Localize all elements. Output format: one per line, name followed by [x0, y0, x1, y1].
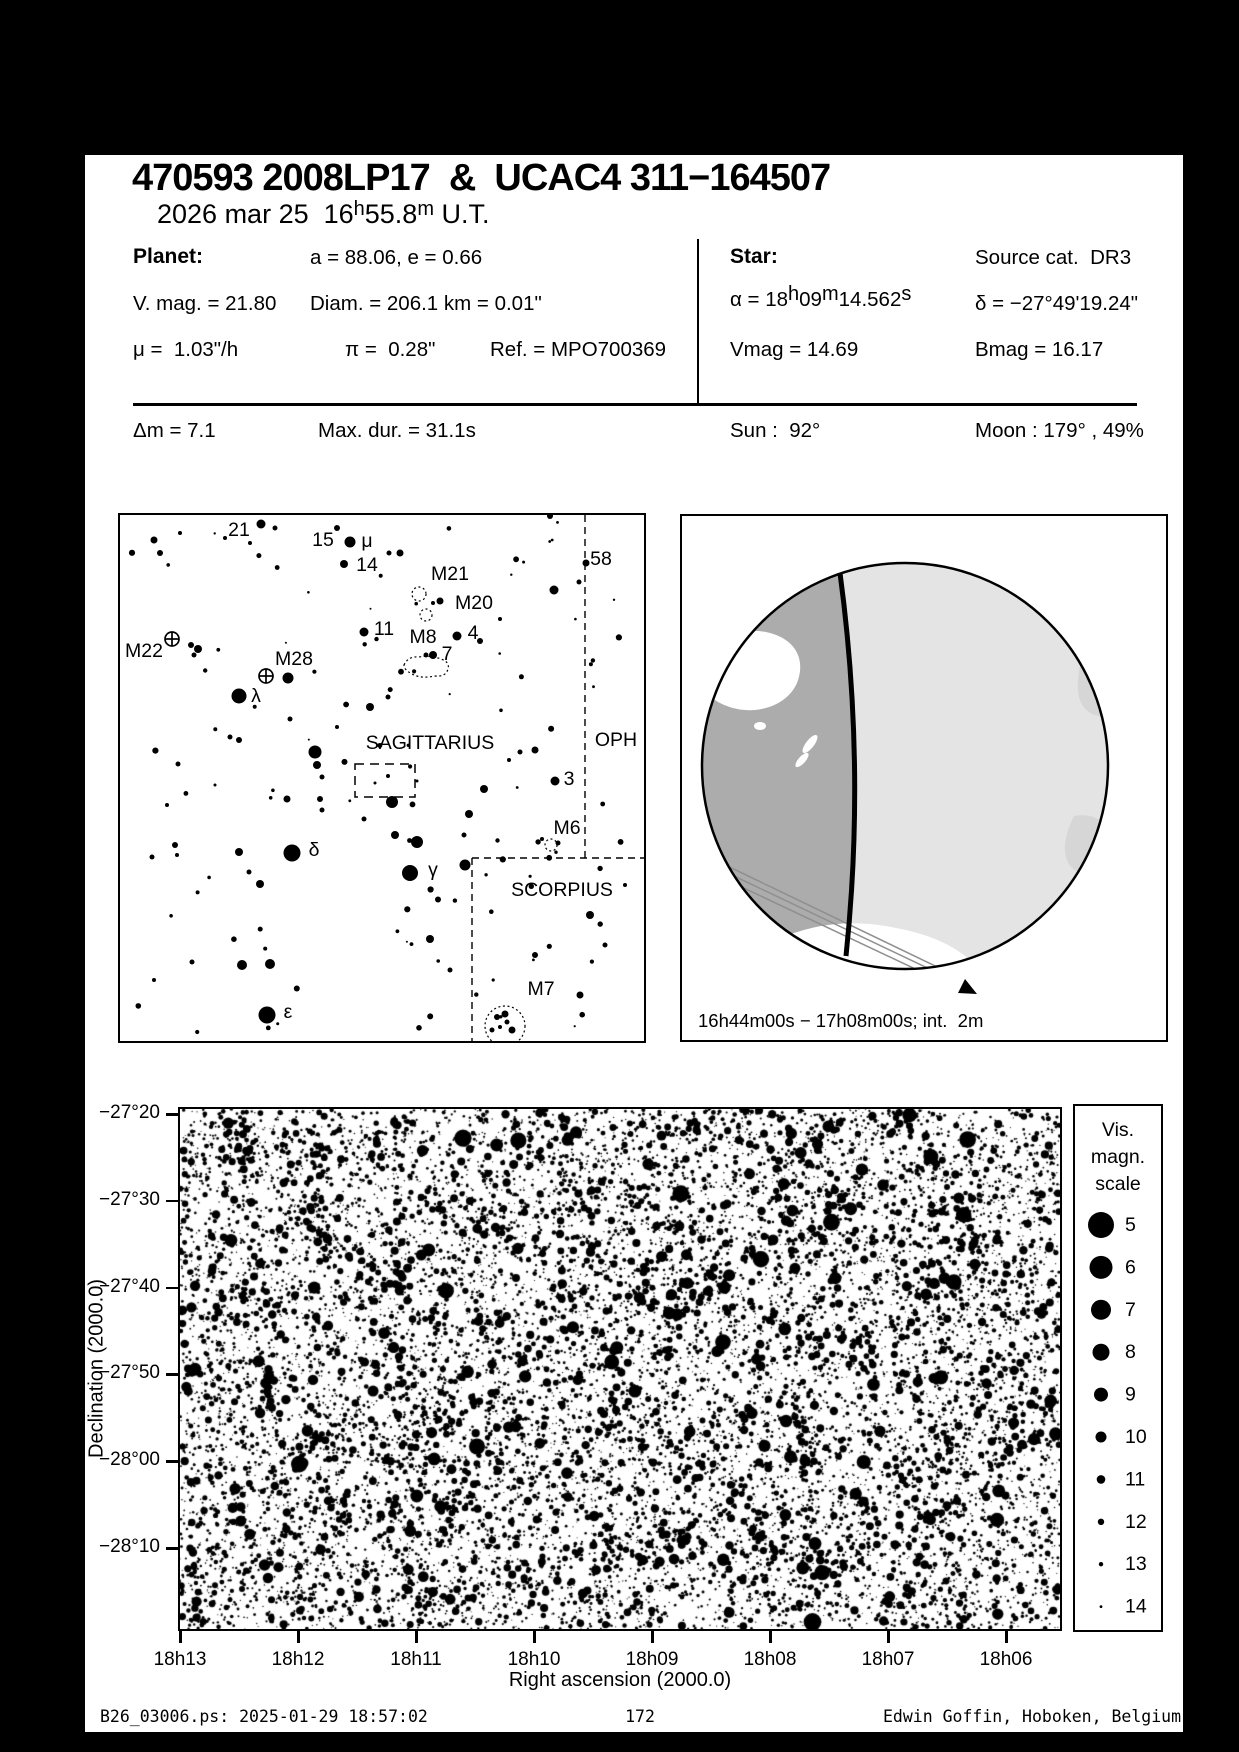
- hour-superscript: h: [353, 198, 365, 220]
- x-tick-label: 18h11: [390, 1649, 442, 1670]
- target-field-rectangle: [355, 764, 415, 797]
- x-tick-label: 18h12: [271, 1649, 325, 1670]
- legend-magnitude-dot: [1091, 1300, 1111, 1320]
- chart-label-m22: M22: [125, 640, 163, 662]
- legend-magnitude-dot: [1096, 1432, 1107, 1443]
- planet-motion: μ = 1.03"/h: [133, 338, 239, 361]
- starfield-canvas: [180, 1109, 1060, 1629]
- indonesia-island: [729, 595, 744, 605]
- x-axis-tick: [1005, 1631, 1008, 1643]
- indonesia-landmass: [706, 601, 726, 615]
- magnitude-drop: Δm = 7.1: [133, 419, 216, 442]
- chart-label-μ: μ: [361, 530, 373, 552]
- ut-suffix: U.T.: [434, 199, 490, 229]
- minute-superscript: m: [417, 198, 434, 220]
- chart-label-15: 15: [312, 529, 334, 551]
- chart-label-m7: M7: [527, 978, 555, 1000]
- legend-magnitude-dot: [1088, 1212, 1114, 1238]
- star-section-label: Star:: [730, 245, 778, 268]
- y-axis-tick: [166, 1547, 178, 1550]
- chart-label-m6: M6: [553, 817, 581, 839]
- y-axis-tick: [166, 1200, 178, 1203]
- event-datetime: [157, 199, 490, 230]
- legend-magnitude-value: 12: [1125, 1510, 1147, 1533]
- y-axis-tick: [166, 1113, 178, 1116]
- star-dec: δ = −27°49'19.24": [975, 292, 1139, 315]
- y-axis-tick: [166, 1373, 178, 1376]
- document-page: [85, 155, 1183, 1732]
- x-axis-tick: [533, 1631, 536, 1643]
- y-tick-label: −27°30: [99, 1188, 160, 1210]
- legend-magnitude-value: 10: [1125, 1426, 1147, 1448]
- legend-magnitude-value: 13: [1125, 1553, 1147, 1576]
- legend-magnitude-dot: [1100, 1605, 1103, 1608]
- planet-section-label: Planet:: [133, 245, 204, 268]
- globular-cluster-markers: [165, 632, 273, 683]
- bright-stars: [150, 515, 628, 1034]
- legend-magnitude-value: 7: [1125, 1298, 1136, 1321]
- planet-orbit-elements: a = 88.06, e = 0.66: [310, 246, 483, 269]
- y-tick-label: −27°40: [99, 1275, 160, 1297]
- x-axis-tick: [297, 1631, 300, 1643]
- footer-filename: B26_03006.ps: 2025-01-29 18:57:02: [100, 1707, 428, 1726]
- date-minutes: 55.8: [364, 199, 418, 229]
- x-tick-label: 18h06: [979, 1649, 1033, 1670]
- chart-label-14: 14: [356, 554, 378, 576]
- x-axis-tick: [415, 1631, 418, 1643]
- magnitude-legend: [1075, 1106, 1161, 1630]
- chart-label-sagittarius: SAGITTARIUS: [365, 732, 495, 754]
- globe-night-side: [682, 563, 855, 969]
- chart-label-m28: M28: [275, 648, 313, 670]
- magnitude-legend-box: [1073, 1104, 1163, 1632]
- legend-magnitude-value: 14: [1125, 1595, 1147, 1618]
- x-axis-title: Right ascension (2000.0): [508, 1669, 732, 1691]
- y-tick-label: −28°10: [99, 1536, 160, 1557]
- star-bmag: Bmag = 16.17: [975, 338, 1104, 361]
- chart-label-11: 11: [373, 618, 395, 640]
- legend-magnitude-value: 6: [1125, 1256, 1136, 1279]
- chart-label-oph: OPH: [594, 729, 638, 751]
- x-tick-label: 18h10: [507, 1649, 561, 1670]
- footer-page-number: 172: [625, 1707, 655, 1726]
- star-vmag: Vmag = 14.69: [730, 338, 859, 361]
- chart-label-scorpius: SCORPIUS: [511, 879, 613, 901]
- x-tick-label: 18h07: [861, 1649, 915, 1670]
- legend-magnitude-dot: [1098, 1519, 1104, 1525]
- chart-label-m8: M8: [409, 626, 437, 648]
- day-side-landmass-north: [1078, 663, 1133, 717]
- x-axis-tick: [651, 1631, 654, 1643]
- background-stars: [129, 521, 624, 1034]
- max-duration: Max. dur. = 31.1s: [318, 419, 476, 442]
- legend-magnitude-value: 5: [1125, 1214, 1136, 1236]
- y-axis-title: Declination (2000.0): [85, 1279, 108, 1458]
- x-axis-tick: [179, 1631, 182, 1643]
- legend-magnitude-value: 11: [1125, 1468, 1146, 1491]
- footer-author: Edwin Goffin, Hoboken, Belgium: [882, 1707, 1181, 1726]
- x-tick-label: 18h13: [153, 1649, 207, 1670]
- finder-chart-box: [118, 513, 646, 1043]
- chart-label-4: 4: [467, 622, 479, 644]
- globe-box: [680, 514, 1168, 1042]
- x-tick-label: 18h09: [625, 1649, 679, 1670]
- planet-reference: Ref. = MPO700369: [490, 338, 667, 361]
- star-ra: $\alpha = 18^h09^m14.562^s$: [730, 283, 912, 311]
- chart-label-ε: ε: [283, 1001, 293, 1023]
- chart-label-21: 21: [228, 519, 250, 541]
- legend-magnitude-dot: [1093, 1344, 1110, 1361]
- legend-magnitude-value: 8: [1125, 1341, 1136, 1364]
- y-tick-label: −28°00: [99, 1449, 160, 1471]
- source-catalog: Source cat. DR3: [975, 246, 1132, 269]
- page-title: 470593 2008LP17 & UCAC4 311−164507: [132, 157, 831, 199]
- globe-time-caption: 16h44m00s − 17h08m00s; int. 2m: [698, 1010, 984, 1031]
- planet-diameter: Diam. = 206.1 km = 0.01": [310, 292, 542, 315]
- planet-parallax: π = 0.28": [345, 338, 436, 361]
- day-side-landmass-south: [1065, 815, 1111, 873]
- moon-elongation: Moon : 179° , 49%: [975, 419, 1144, 442]
- y-axis-tick: [166, 1460, 178, 1463]
- legend-magnitude-dot: [1094, 1388, 1108, 1402]
- y-tick-label: −27°50: [99, 1362, 160, 1384]
- chart-label-58: 58: [590, 548, 612, 570]
- chart-label-λ: λ: [251, 685, 261, 707]
- sun-elongation: Sun : 92°: [730, 419, 821, 442]
- chart-label-γ: γ: [428, 859, 438, 881]
- y-tick-label: −27°20: [99, 1102, 160, 1123]
- tasmania-landmass: [754, 722, 766, 730]
- info-separator-rule: [133, 403, 1137, 406]
- x-axis-tick: [769, 1631, 772, 1643]
- legend-title-line: scale: [1095, 1173, 1141, 1195]
- chart-label-δ: δ: [308, 839, 320, 861]
- info-column-divider: [697, 239, 699, 403]
- legend-magnitude-value: 9: [1125, 1383, 1136, 1406]
- x-axis-tick: [887, 1631, 890, 1643]
- finder-chart-labels: [125, 519, 637, 1023]
- starfield-chart-box: [99, 1102, 1062, 1670]
- legend-title-line: Vis.: [1101, 1119, 1135, 1141]
- planet-vmag: V. mag. = 21.80: [133, 292, 277, 315]
- finder-chart: [120, 515, 644, 1041]
- x-tick-label: 18h08: [743, 1649, 797, 1670]
- legend-magnitude-dot: [1097, 1475, 1106, 1484]
- legend-title-line: magn.: [1090, 1146, 1146, 1168]
- chart-label-m20: M20: [455, 592, 493, 614]
- path-direction-arrow: [958, 979, 977, 994]
- legend-magnitude-dot: [1090, 1256, 1113, 1279]
- date-text: 2026 mar 25 16: [157, 199, 354, 229]
- y-axis-tick: [166, 1287, 178, 1290]
- earth-globe: [682, 516, 1166, 1040]
- chart-label-3: 3: [563, 768, 575, 790]
- chart-label-m21: M21: [431, 563, 469, 585]
- legend-magnitude-dot: [1099, 1562, 1103, 1566]
- chart-label-7: 7: [441, 643, 453, 665]
